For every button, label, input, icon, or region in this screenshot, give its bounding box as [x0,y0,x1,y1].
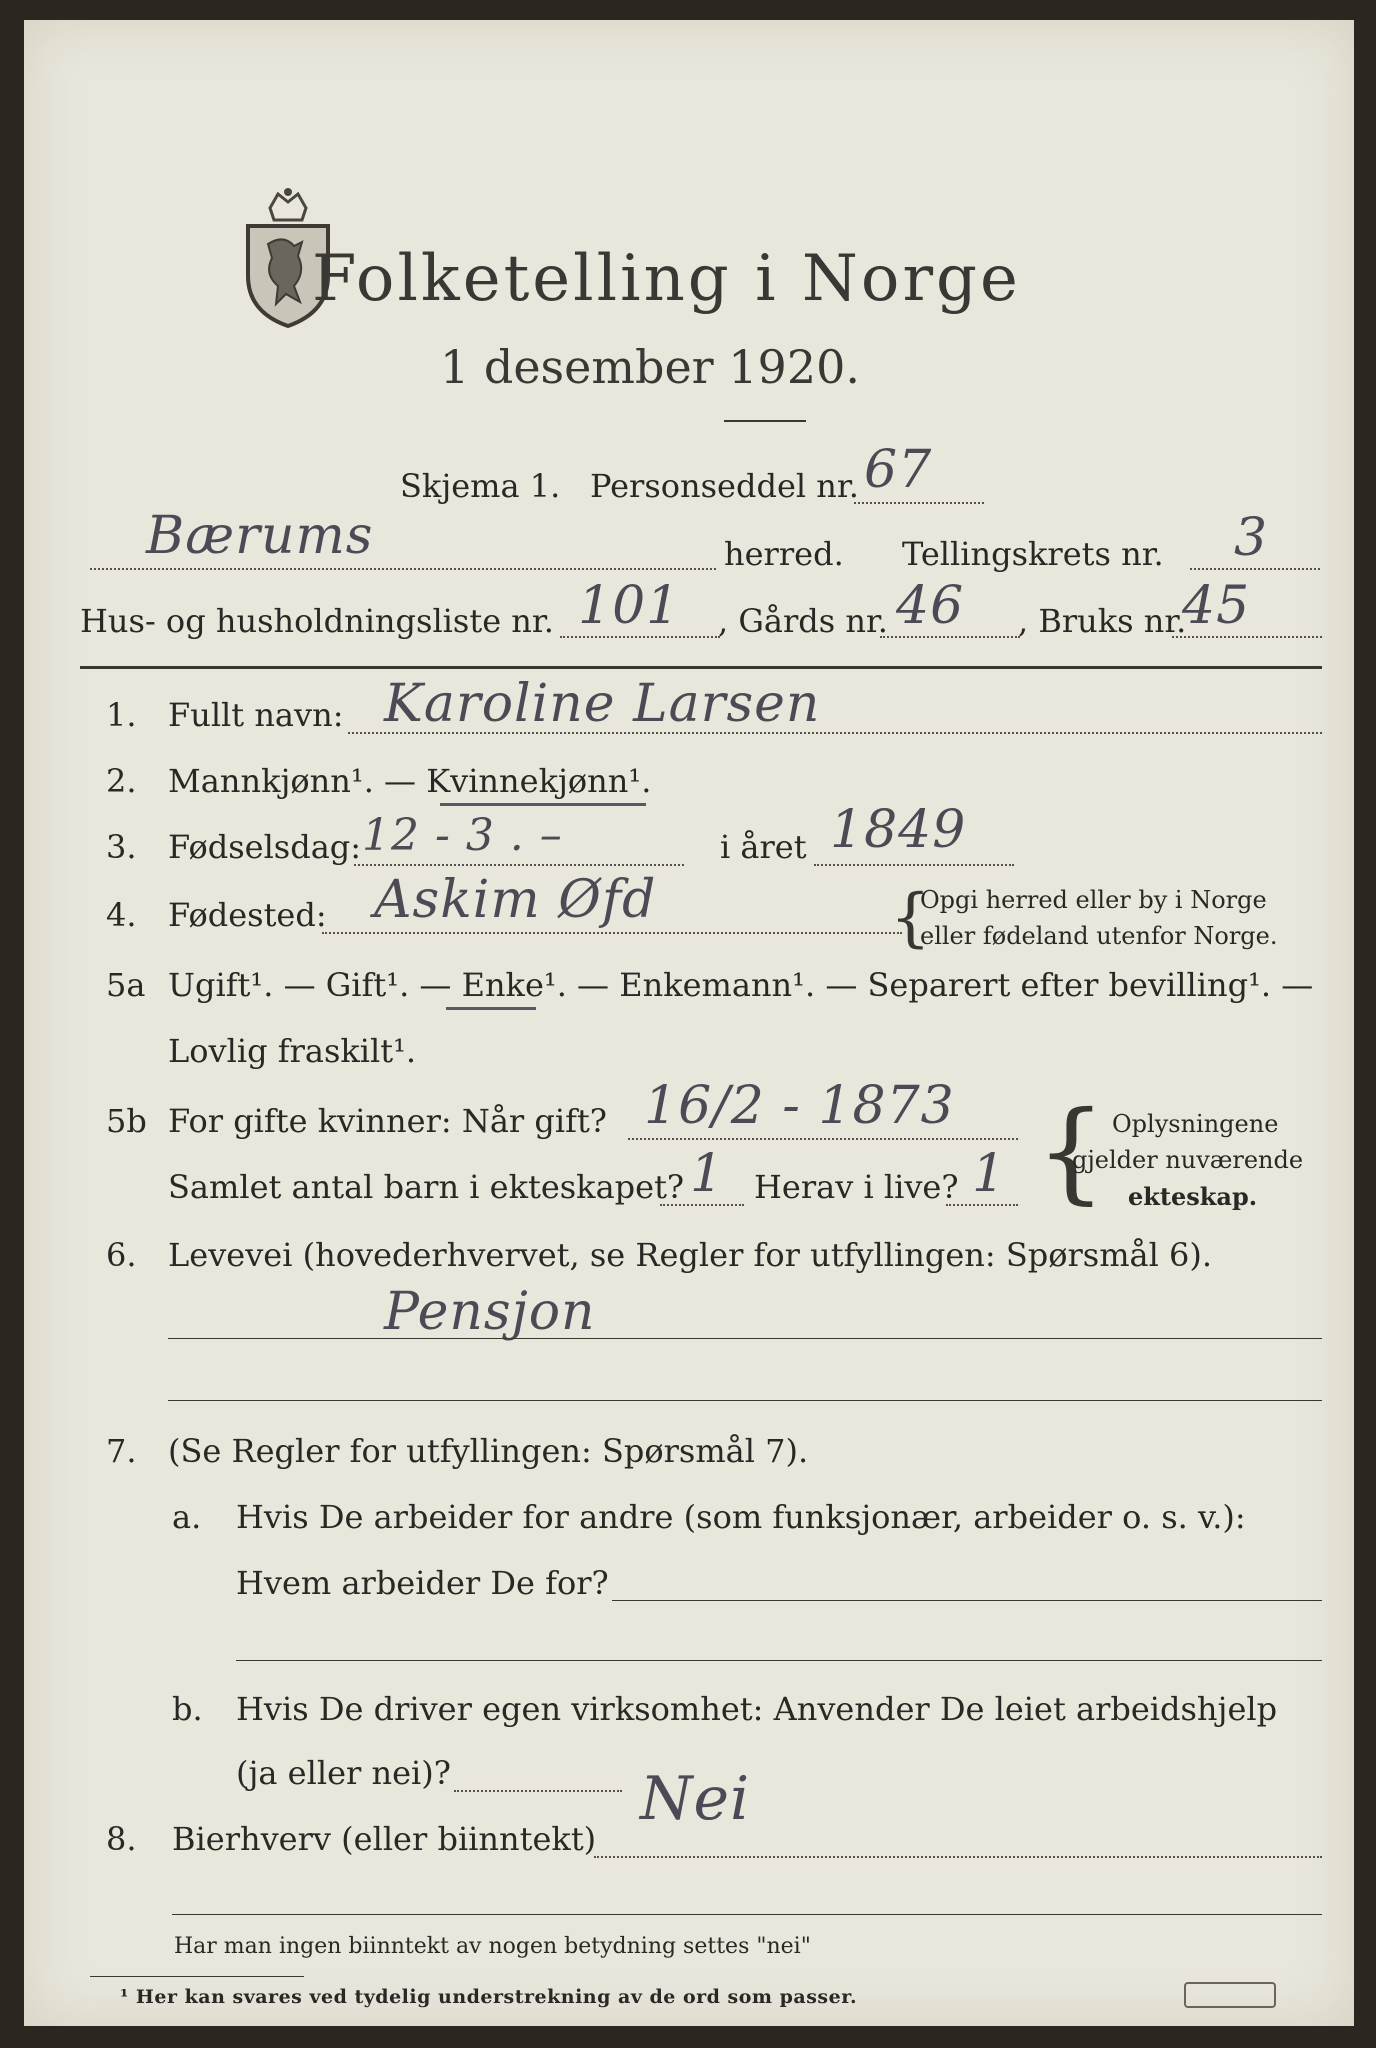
q5a-number: 5a [106,966,146,1004]
husliste-line [560,636,720,638]
q8-line2 [172,1914,1322,1915]
form-title: Folketelling i Norge [312,242,1021,316]
q3-year-line [814,864,1014,866]
q3-number: 3. [106,828,137,866]
personseddel-line [854,502,984,504]
q6-label: Levevei (hovederhvervet, se Regler for utfyllingen: Spørsmål 6). [168,1236,1213,1274]
q5b-children-line [660,1204,744,1206]
q4-note-line1: Opgi herred eller by i Norge [920,886,1267,914]
q1-label: Fullt navn: [168,696,344,734]
q4-birthplace[interactable]: Askim Øfd [374,870,657,930]
husliste-value[interactable]: 101 [578,576,681,636]
q4-line [322,932,902,934]
q5b-label: For gifte kvinner: Når gift? [168,1102,607,1140]
census-form [24,20,1354,2026]
q7b-number: b. [172,1690,203,1728]
q8-label: Bierhverv (eller biinntekt) [172,1820,597,1858]
q2-number: 2. [106,762,137,800]
schema-label: Skjema 1. [400,467,561,505]
header-divider [80,666,1322,669]
q8-number: 8. [106,1820,137,1858]
q5b-alive-count[interactable]: 1 [972,1144,1007,1204]
herred-value[interactable]: Bærums [146,506,374,566]
title-divider [724,420,806,422]
q7b-label-line2: (ja eller nei)? [236,1754,451,1792]
tellingskrets-label: Tellingskrets nr. [902,535,1164,573]
q6-line2 [168,1400,1322,1401]
q5b-children-label: Samlet antal barn i ekteskapet? [168,1168,685,1206]
q3-label: Fødselsdag: [168,828,362,866]
q8-note: Har man ingen biinntekt av nogen betydning settes "nei" [174,1934,811,1959]
q3-birth-date[interactable]: 12 - 3 . – [362,810,563,861]
q3-birth-year[interactable]: 1849 [830,800,967,860]
tellingskrets-line [1190,568,1320,570]
q5b-note-line1: Oplysningene [1112,1110,1279,1138]
q8-side-income[interactable]: Nei [640,1764,751,1834]
form-date: 1 desember 1920. [440,340,860,394]
footnote: ¹ Her kan svares ved tydelig understrekning av de ord som passer. [120,1986,858,2008]
q3-line [354,864,684,866]
q8-line [594,1856,1322,1858]
q1-number: 1. [106,696,137,734]
husliste-label: Hus- og husholdningsliste nr. [80,602,554,640]
gards-line [880,636,1020,638]
printer-stamp [1184,1982,1276,2008]
q5b-children-count[interactable]: 1 [690,1144,725,1204]
q5b-marriage-date[interactable]: 16/2 - 1873 [644,1076,955,1136]
q5b-brace: { [1036,1087,1106,1215]
q7-label: (Se Regler for utfyllingen: Spørsmål 7). [168,1432,809,1470]
q5b-alive-line [946,1204,1018,1206]
q5b-alive-label: Herav i live? [754,1168,959,1206]
tellingskrets-value[interactable]: 3 [1234,508,1269,568]
q3-year-label: i året [720,828,807,866]
herred-line [90,568,716,570]
bruks-value[interactable]: 45 [1182,576,1251,636]
personseddel-label: Personseddel nr. [590,467,859,505]
gards-value[interactable]: 46 [896,576,965,636]
q7a-line2 [236,1660,1322,1661]
q6-number: 6. [106,1236,137,1274]
q5a-selected-underline [446,1007,536,1010]
q7-number: 7. [106,1432,137,1470]
q4-brace: { [890,881,931,955]
q2-selected-underline [440,803,646,806]
q6-line1 [168,1338,1322,1339]
q5b-line [628,1138,1018,1140]
bruks-label: , Bruks nr. [1018,602,1187,640]
q1-full-name[interactable]: Karoline Larsen [384,674,821,734]
herred-label: herred. [724,535,844,573]
personseddel-value[interactable]: 67 [864,440,933,500]
q7a-label-line2: Hvem arbeider De for? [236,1564,609,1602]
q4-note-line2: eller fødeland utenfor Norge. [920,922,1278,950]
q5b-note-line3: ekteskap. [1128,1182,1258,1211]
q2-gender-options: Mannkjønn¹. — Kvinnekjønn¹. [168,762,652,800]
q5b-number: 5b [106,1102,147,1140]
q7b-label: Hvis De driver egen virksomhet: Anvender De leiet arbeidshjelp [236,1690,1278,1728]
q7a-number: a. [172,1498,202,1536]
q6-occupation[interactable]: Pensjon [384,1282,596,1342]
q5b-note-line2: gjelder nuværende [1072,1146,1304,1174]
bruks-line [1172,636,1322,638]
footnote-divider [90,1976,304,1977]
q7a-line1 [612,1600,1322,1601]
q4-label: Fødested: [168,896,327,934]
q5a-marital-options: Ugift¹. — Gift¹. — Enke¹. — Enkemann¹. — Separert efter bevilling¹. — [168,966,1314,1004]
q7b-line [454,1790,622,1792]
q7a-label: Hvis De arbeider for andre (som funksjonær, arbeider o. s. v.): [236,1498,1246,1536]
q4-number: 4. [106,896,137,934]
gards-label: , Gårds nr. [718,602,888,640]
q5a-marital-options-line2: Lovlig fraskilt¹. [168,1032,417,1070]
